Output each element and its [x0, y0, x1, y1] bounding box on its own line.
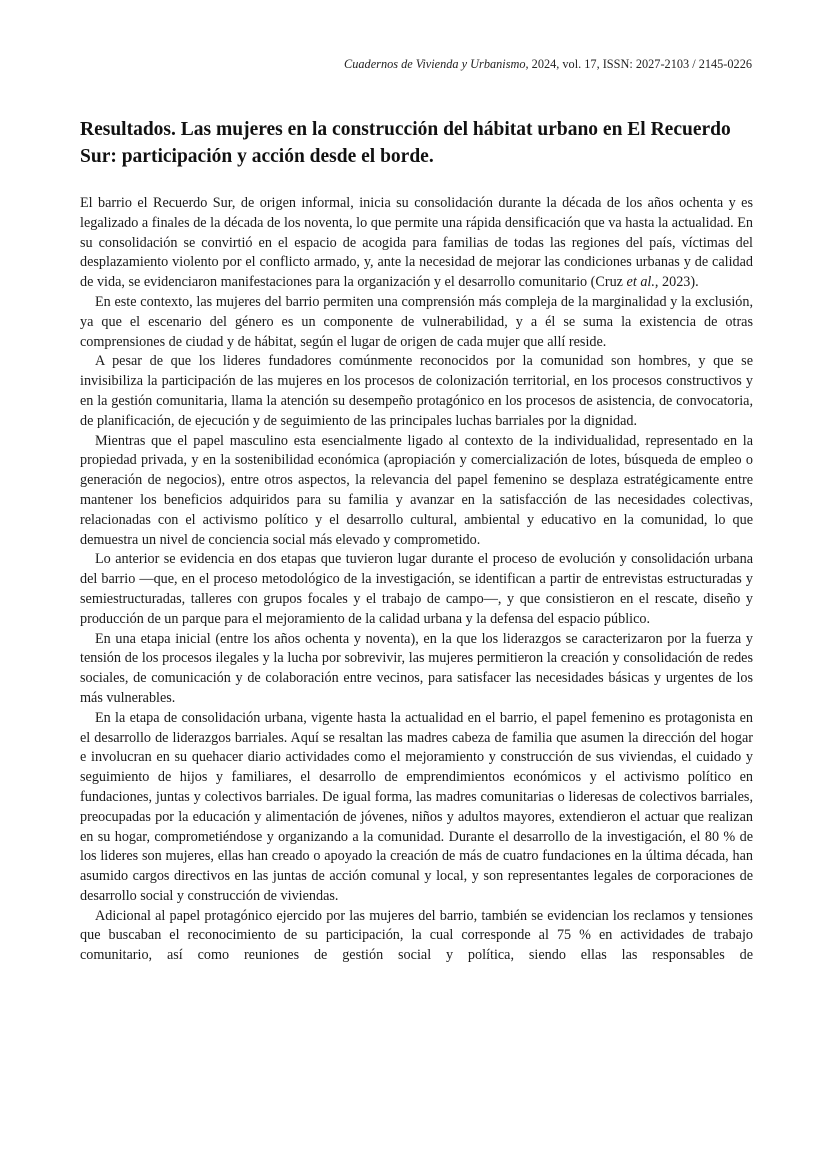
journal-name: Cuadernos de Vivienda y Urbanismo,: [344, 57, 529, 71]
paragraph-1: [80, 194, 753, 293]
paragraph-7: En la etapa de consolidación urbana, vigente hasta la actualidad en el barrio, el papel femenino es protagonista en el desarrollo de liderazgos barriales. Aquí se resaltan las madres cabeza de familia que asumen la dirección del hogar e involucran en su quehacer diario actividades como el mejoramiento y construcción de sus viviendas, el cuidado y seguimiento de hijos y familiares, el desarrollo de emprendimientos económicos y el activismo político en fundaciones, juntas y colectivos barriales. De igual forma, las madres comunitarias o lideresas de colectivos barriales, preocupadas por la educación y alimentación de jóvenes, niños y adultos mayores, extendieron el actuar que realizan en su hogar, comprometiéndose y organizando a la comunidad. Durante el desarrollo de la investigación, el 80 % de los lideres son mujeres, ellas han creado o apoyado la creación de más de cuatro fundaciones en la última década, han asumido cargos directivos en las juntas de acción comunal y local, y son representantes legales de corporaciones de desarrollo social y construcción de viviendas.: [80, 709, 753, 904]
citation-year: , 2023).: [654, 274, 699, 291]
paragraph-text: El barrio el Recuerdo Sur, de origen informal, inicia su consolidación durante la década de los años ochenta y es legalizado a finales de la década de los noventa, lo que permite una rápida densificación que va hasta la actualidad. En su consolidación se convirtió en el espacio de acogida para familias de todas las regiones del país, víctimas del desplazamiento violento por el conflicto armado, y, ante la necesidad de mejorar las condiciones urbanas y de calidad de vida, se evidenciaron manifestaciones para la organización y el desarrollo comunitario (Cruz: [80, 195, 753, 291]
paragraph-5: Lo anterior se evidencia en dos etapas que tuvieron lugar durante el proceso de evolución y consolidación urbana del barrio —que, en el proceso metodológico de la investigación, se identifican a partir de entrevistas estructuradas y semiestructuradas, talleres con grupos focales y el trabajo de campo—, y que consistieron en el rescate, diseño y producción de un parque para el mejoramiento de la calidad urbana y la defensa del espacio público.: [80, 551, 753, 627]
body-text: [80, 194, 753, 966]
paragraph-2: En este contexto, las mujeres del barrio permiten una comprensión más compleja de la marginalidad y la exclusión, ya que el escenario del género es un componente de vulnerabilidad, y a él se suma la existencia de otras comprensiones de ciudad y de hábitat, según el lugar de origen de cada mujer que allí reside.: [80, 293, 753, 350]
paragraph-3: A pesar de que los lideres fundadores comúnmente reconocidos por la comunidad son hombres, y que se invisibiliza la participación de las mujeres en los procesos de colonización territorial, en los procesos constructivos y en la gestión comunitaria, llama la atención su desempeño protagónico en los procesos de asistencia, de convocatoria, de planificación, de ejecución y de seguimiento de las principales luchas barriales por la dignidad.: [80, 353, 753, 429]
paragraph-6: En una etapa inicial (entre los años ochenta y noventa), en la que los liderazgos se caracterizaron por la fuerza y tensión de los procesos ilegales y la lucha por sobrevivir, las mujeres permitieron la creación y consolidación de redes sociales, de comunicación y de colaboración entre vecinos, para satisfacer las necesidades básicas y urgentes de los más vulnerables.: [80, 630, 753, 706]
section-title: Resultados. Las mujeres en la construcción del hábitat urbano en El Recuerdo Sur: participación y acción desde el borde.: [80, 119, 731, 167]
citation-et-al: et al.: [626, 274, 655, 291]
journal-details: 2024, vol. 17, ISSN: 2027-2103 / 2145-0226: [528, 57, 752, 71]
running-header: [344, 57, 752, 72]
paragraph-4: Mientras que el papel masculino esta esencialmente ligado al contexto de la individualidad, representado en la propiedad privada, y en la sostenibilidad económica (apropiación y comercialización de lotes, búsqueda de empleo o generación de negocios), entre otros aspectos, la relevancia del papel femenino se desplaza estratégicamente entre mantener los beneficios adquiridos para su familia y avanzar en la satisfacción de las necesidades colectivas, relacionadas con el activismo político y el desarrollo cultural, ambiental y educativo en la comunidad, lo que demuestra un nivel de conciencia social más elevado y comprometido.: [80, 432, 753, 548]
paragraph-8: Adicional al papel protagónico ejercido por las mujeres del barrio, también se evidencian los reclamos y tensiones que buscaban el reconocimiento de su participación, la cual corresponde al 75 % en actividades de trabajo comunitario, así como reuniones de gestión social y política, siendo ellas las responsables de: [80, 907, 753, 964]
